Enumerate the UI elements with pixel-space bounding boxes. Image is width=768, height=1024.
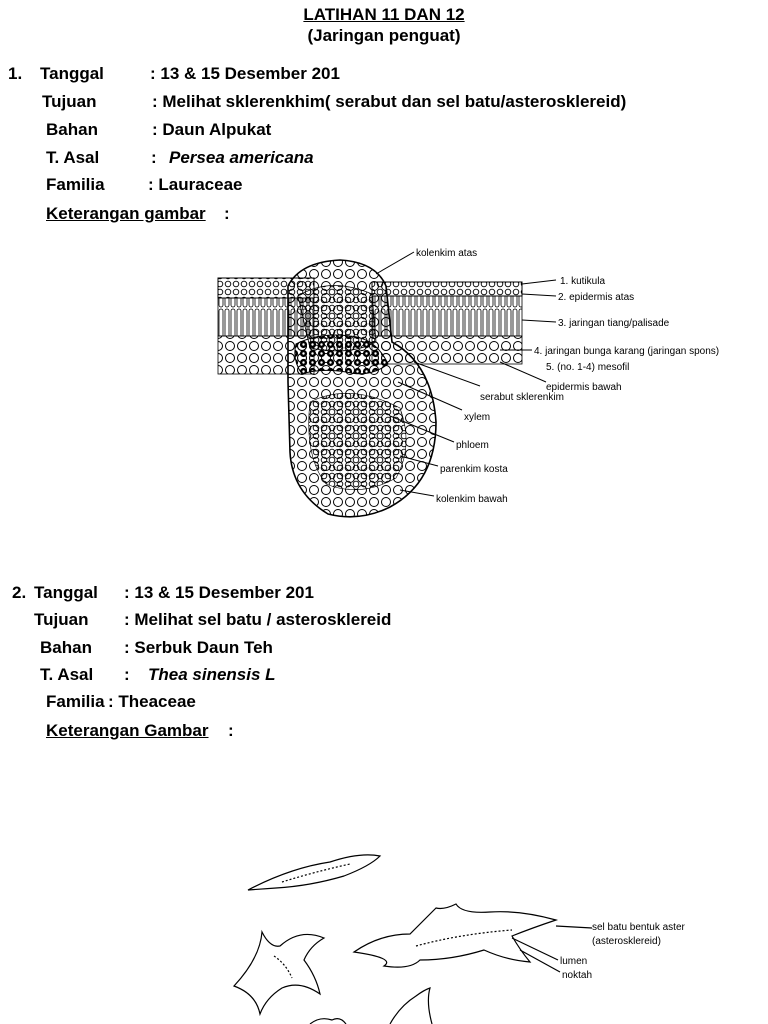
- section-1-tujuan-value: : Melihat sklerenkhim( serabut dan sel batu/asterosklereid): [152, 92, 627, 111]
- label-kolenkim-bawah: kolenkim bawah: [436, 494, 508, 505]
- section-2-tujuan-label: Tujuan: [34, 610, 89, 629]
- section-2-tujuan-value: : Melihat sel batu / asterosklereid: [124, 610, 392, 629]
- label-mesofil: 5. (no. 1-4) mesofil: [546, 362, 630, 373]
- section-2-asal-value: Thea sinensis L: [148, 665, 276, 684]
- section-1-familia-label: Familia: [46, 175, 105, 194]
- label-jaringan-bunga-karang: 4. jaringan bunga karang (jaringan spons): [534, 346, 720, 357]
- section-1-bahan-label: Bahan: [46, 120, 98, 139]
- leaf-cross-section-figure: [200, 232, 768, 532]
- section-2-bahan-value: : Serbuk Daun Teh: [124, 638, 273, 657]
- section-1-bahan-value: : Daun Alpukat: [152, 120, 272, 139]
- section-1-tujuan-label: Tujuan: [42, 92, 97, 111]
- section-2-familia-value: : Theaceae: [108, 692, 196, 711]
- section-1-tanggal-value: : 13 & 15 Desember 201: [150, 64, 340, 83]
- label-epidermis-bawah: epidermis bawah: [546, 382, 622, 393]
- label-sel-batu: sel batu bentuk aster: [592, 922, 685, 933]
- label-jaringan-tiang: 3. jaringan tiang/palisade: [558, 318, 670, 329]
- section-2-number: 2.: [12, 583, 27, 602]
- section-1-familia-value: : Lauraceae: [148, 175, 243, 194]
- section-2-asal-label: T. Asal: [40, 665, 94, 684]
- page-subtitle: (Jaringan penguat): [307, 26, 461, 45]
- section-1-asal-colon: :: [151, 148, 157, 167]
- section-2-keterangan: Keterangan Gambar: [46, 721, 209, 740]
- section-2-asal-colon: :: [124, 665, 130, 684]
- label-serabut-sklerenkim: serabut sklerenkim: [480, 392, 564, 403]
- section-1-keterangan: Keterangan gambar: [46, 204, 206, 223]
- section-2-familia-label: Familia: [46, 692, 105, 711]
- asterosklereid-figure: [220, 838, 768, 1024]
- label-kutikula: 1. kutikula: [560, 276, 606, 287]
- section-1-asal-value: Persea americana: [169, 148, 314, 167]
- section-2-bahan-label: Bahan: [40, 638, 92, 657]
- label-kolenkim-atas: kolenkim atas: [416, 248, 478, 259]
- label-lumen: lumen: [560, 956, 588, 967]
- section-2-tanggal-value: : 13 & 15 Desember 201: [124, 583, 314, 602]
- label-epidermis-atas: 2. epidermis atas: [558, 292, 635, 303]
- label-xylem: xylem: [464, 412, 491, 423]
- section-1-keterangan-colon: :: [224, 204, 230, 223]
- label-phloem: phloem: [456, 440, 489, 451]
- section-1-asal-label: T. Asal: [46, 148, 100, 167]
- label-parenkim-kosta: parenkim kosta: [440, 464, 508, 475]
- label-asterosklereid: (asterosklereid): [592, 936, 661, 947]
- page-title: LATIHAN 11 DAN 12: [303, 5, 465, 24]
- label-noktah: noktah: [562, 970, 593, 981]
- section-2-tanggal-label: Tanggal: [34, 583, 98, 602]
- section-2-keterangan-colon: :: [228, 721, 234, 740]
- section-1-number: 1.: [8, 64, 23, 83]
- section-1-tanggal-label: Tanggal: [40, 64, 104, 83]
